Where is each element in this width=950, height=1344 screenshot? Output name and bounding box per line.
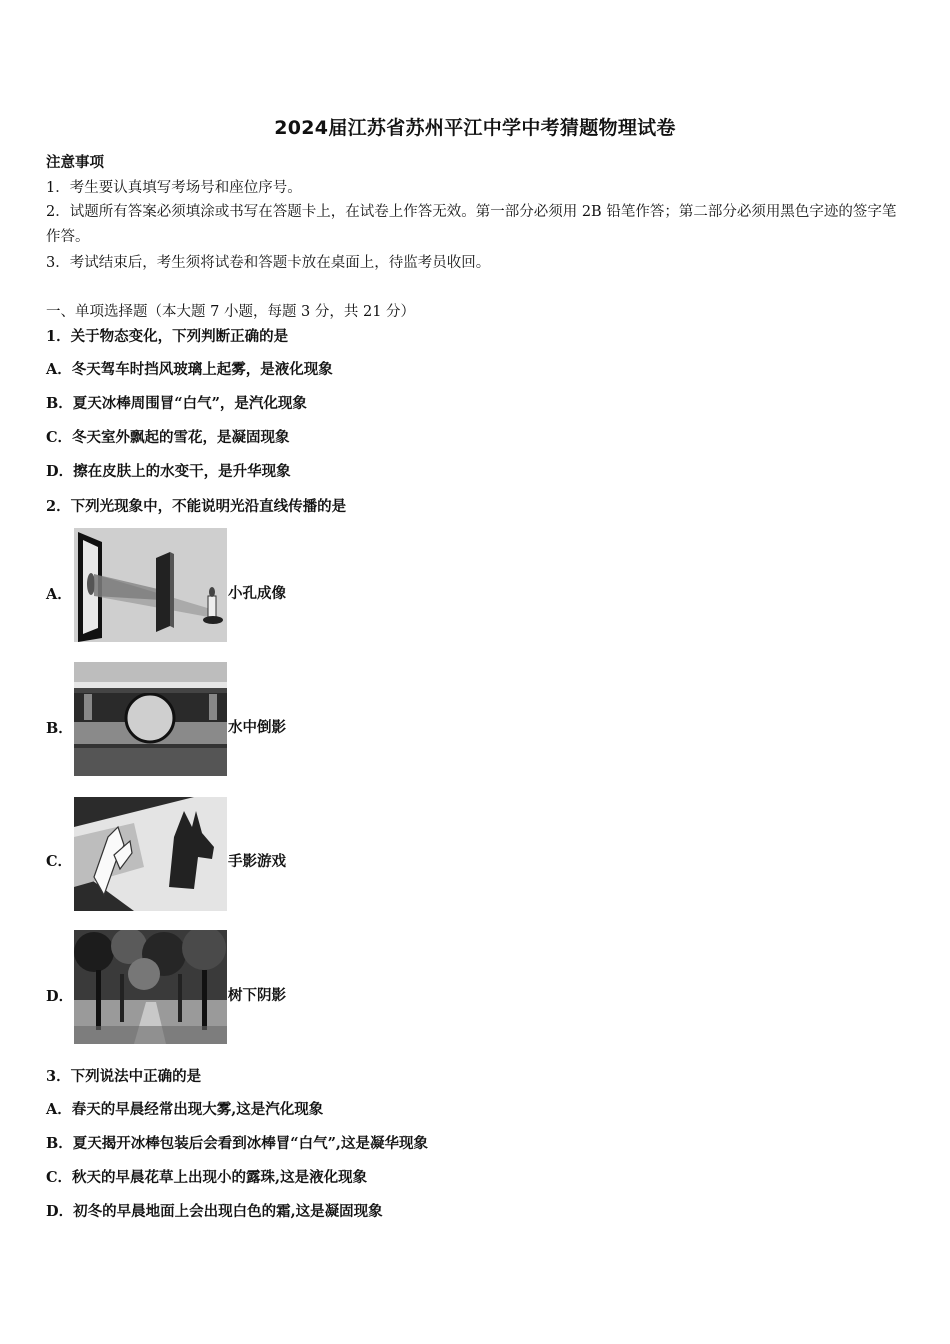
question-3-option-b: B．夏天揭开冰棒包装后会看到冰棒冒“白气”,这是凝华现象 (46, 1135, 428, 1152)
question-2-option-d-label: D． (46, 988, 74, 1005)
question-2-option-b-label: B． (46, 720, 73, 737)
question-3-option-d: D．初冬的早晨地面上会出现白色的霜,这是凝固现象 (46, 1203, 383, 1220)
bridge-reflection-image (74, 662, 227, 776)
notice-item-2: 2．试题所有答案必须填涂或书写在答题卡上，在试卷上作答无效。第一部分必须用 2B 铅笔作答；第二部分必须用黑色字迹的签字笔作答。 (46, 204, 897, 245)
section-heading: 一、单项选择题（本大题 7 小题，每题 3 分，共 21 分） (46, 304, 416, 320)
question-3-option-a: A．春天的早晨经常出现大雾,这是汽化现象 (46, 1101, 324, 1118)
tree-shade-image (74, 930, 227, 1044)
question-2-option-d-caption: 树下阴影 (228, 988, 286, 1004)
question-1-option-d: D．擦在皮肤上的水变干，是升华现象 (46, 463, 291, 480)
question-2-option-c-label: C． (46, 853, 73, 870)
question-2-option-a-caption: 小孔成像 (228, 586, 286, 602)
question-3-stem: 3．下列说法中正确的是 (46, 1068, 202, 1085)
question-2-option-a-label: A． (46, 586, 72, 603)
question-1-option-b: B．夏天冰棒周围冒“白气”，是汽化现象 (46, 395, 307, 412)
question-2-stem: 2．下列光现象中，不能说明光沿直线传播的是 (46, 498, 347, 515)
question-2-option-c-caption: 手影游戏 (228, 854, 286, 870)
pinhole-camera-image (74, 528, 227, 642)
question-1-option-a: A．冬天驾车时挡风玻璃上起雾，是液化现象 (46, 361, 333, 378)
question-3-option-c: C．秋天的早晨花草上出现小的露珠,这是液化现象 (46, 1169, 368, 1186)
question-1-option-c: C．冬天室外飘起的雪花，是凝固现象 (46, 429, 290, 446)
notice-item-1: 1．考生要认真填写考场号和座位序号。 (46, 180, 302, 196)
question-2-option-b-caption: 水中倒影 (228, 720, 286, 736)
notice-heading: 注意事项 (46, 154, 104, 171)
page-title: 2024届江苏省苏州平江中学中考猜题物理试卷 (274, 117, 676, 139)
question-1-stem: 1．关于物态变化，下列判断正确的是 (46, 328, 289, 345)
notice-item-3: 3．考试结束后，考生须将试卷和答题卡放在桌面上，待监考员收回。 (46, 255, 491, 271)
hand-shadow-image (74, 797, 227, 911)
